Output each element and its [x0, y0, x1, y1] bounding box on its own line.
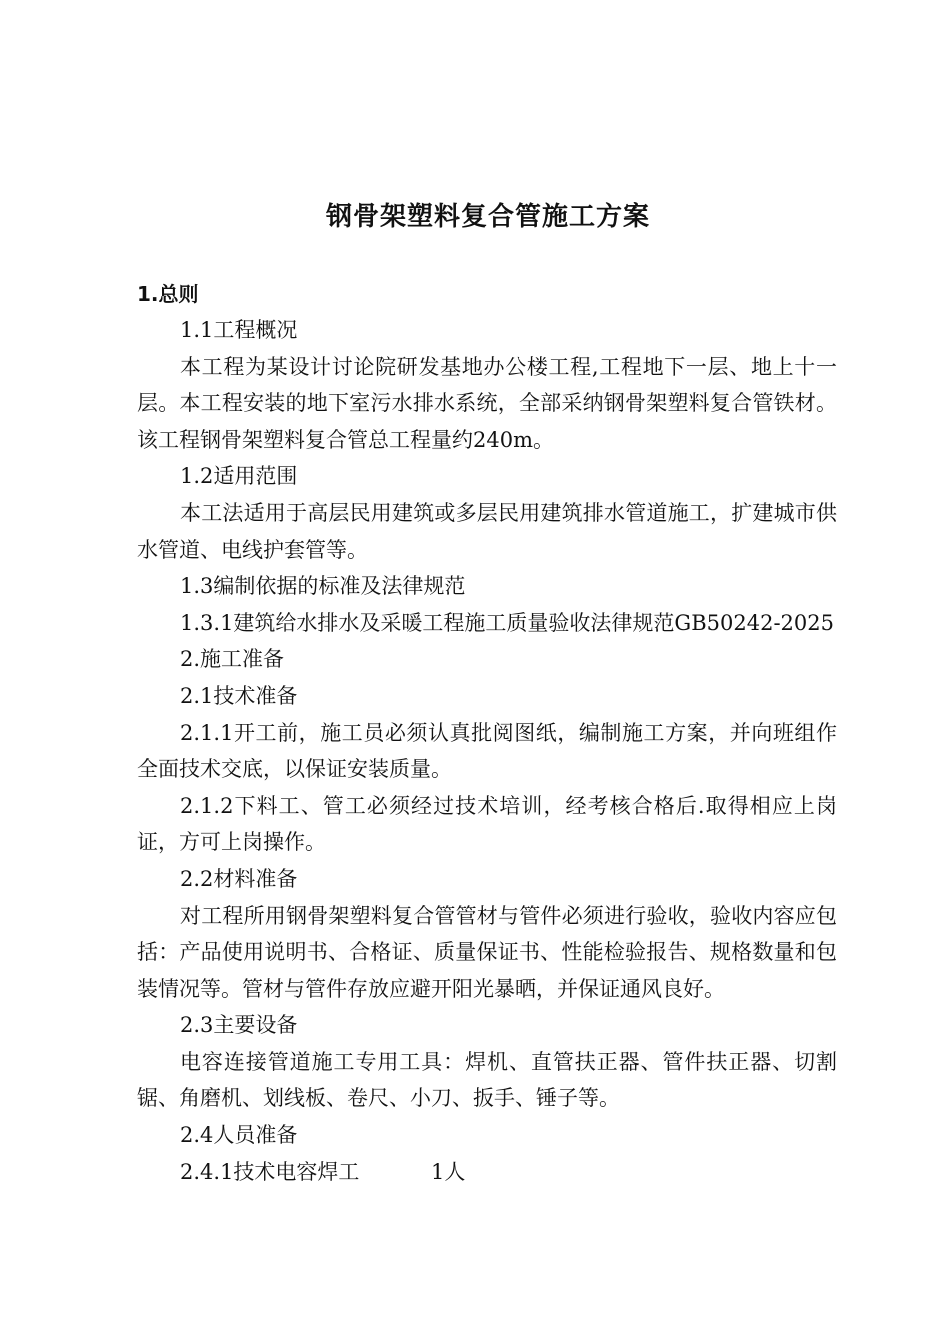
paragraph: 1.3.1建筑给水排水及采暖工程施工质量验收法律规范GB50242-2025: [180, 610, 834, 635]
subheading: 1.3编制依据的标准及法律规范: [180, 574, 466, 599]
paragraph: 本工法适用于高层民用建筑或多层民用建筑排水管道施工，扩建城市供水管道、电线护套管等。: [137, 500, 837, 562]
staff-role: 2.4.1技术电容焊工: [180, 1159, 360, 1184]
staff-row: [137, 1154, 837, 1191]
document-title: 钢骨架塑料复合管施工方案: [325, 202, 650, 232]
subheading: 2.施工准备: [180, 647, 285, 672]
paragraph: 对工程所用钢骨架塑料复合管管材与管件必须进行验收，验收内容应包括：产品使用说明书、合格证、质量保证书、性能检验报告、规格数量和包装情况等。管材与管件存放应避开阳光暴晒，并保证通风良好。: [137, 903, 837, 1001]
subheading: 1.1工程概况: [180, 318, 298, 342]
paragraph: 电容连接管道施工专用工具：焊机、直管扶正器、管件扶正器、切割锯、角磨机、划线板、卷尺、小刀、扳手、锤子等。: [137, 1049, 837, 1111]
subheading: 2.3主要设备: [180, 1013, 298, 1038]
subheading: 2.2材料准备: [180, 866, 298, 891]
paragraph: 本工程为某设计讨论院研发基地办公楼工程,工程地下一层、地上十一层。本工程安装的地下室污水排水系统，全部采纳钢骨架塑料复合管铁材。该工程钢骨架塑料复合管总工程量约240m。: [137, 354, 837, 452]
subheading: 1.2适用范围: [180, 464, 298, 489]
document-body: [137, 312, 837, 1190]
section-heading-general: 1.总则: [137, 282, 199, 306]
subheading: 2.4人员准备: [180, 1123, 298, 1148]
paragraph: 2.1.2下料工、管工必须经过技术培训，经考核合格后.取得相应上岗证，方可上岗操作。: [137, 793, 837, 855]
staff-count: 1人: [431, 1159, 466, 1184]
paragraph: 2.1.1开工前，施工员必须认真批阅图纸，编制施工方案，并向班组作全面技术交底，以保证安装质量。: [137, 720, 837, 782]
subheading: 2.1技术准备: [180, 683, 298, 708]
